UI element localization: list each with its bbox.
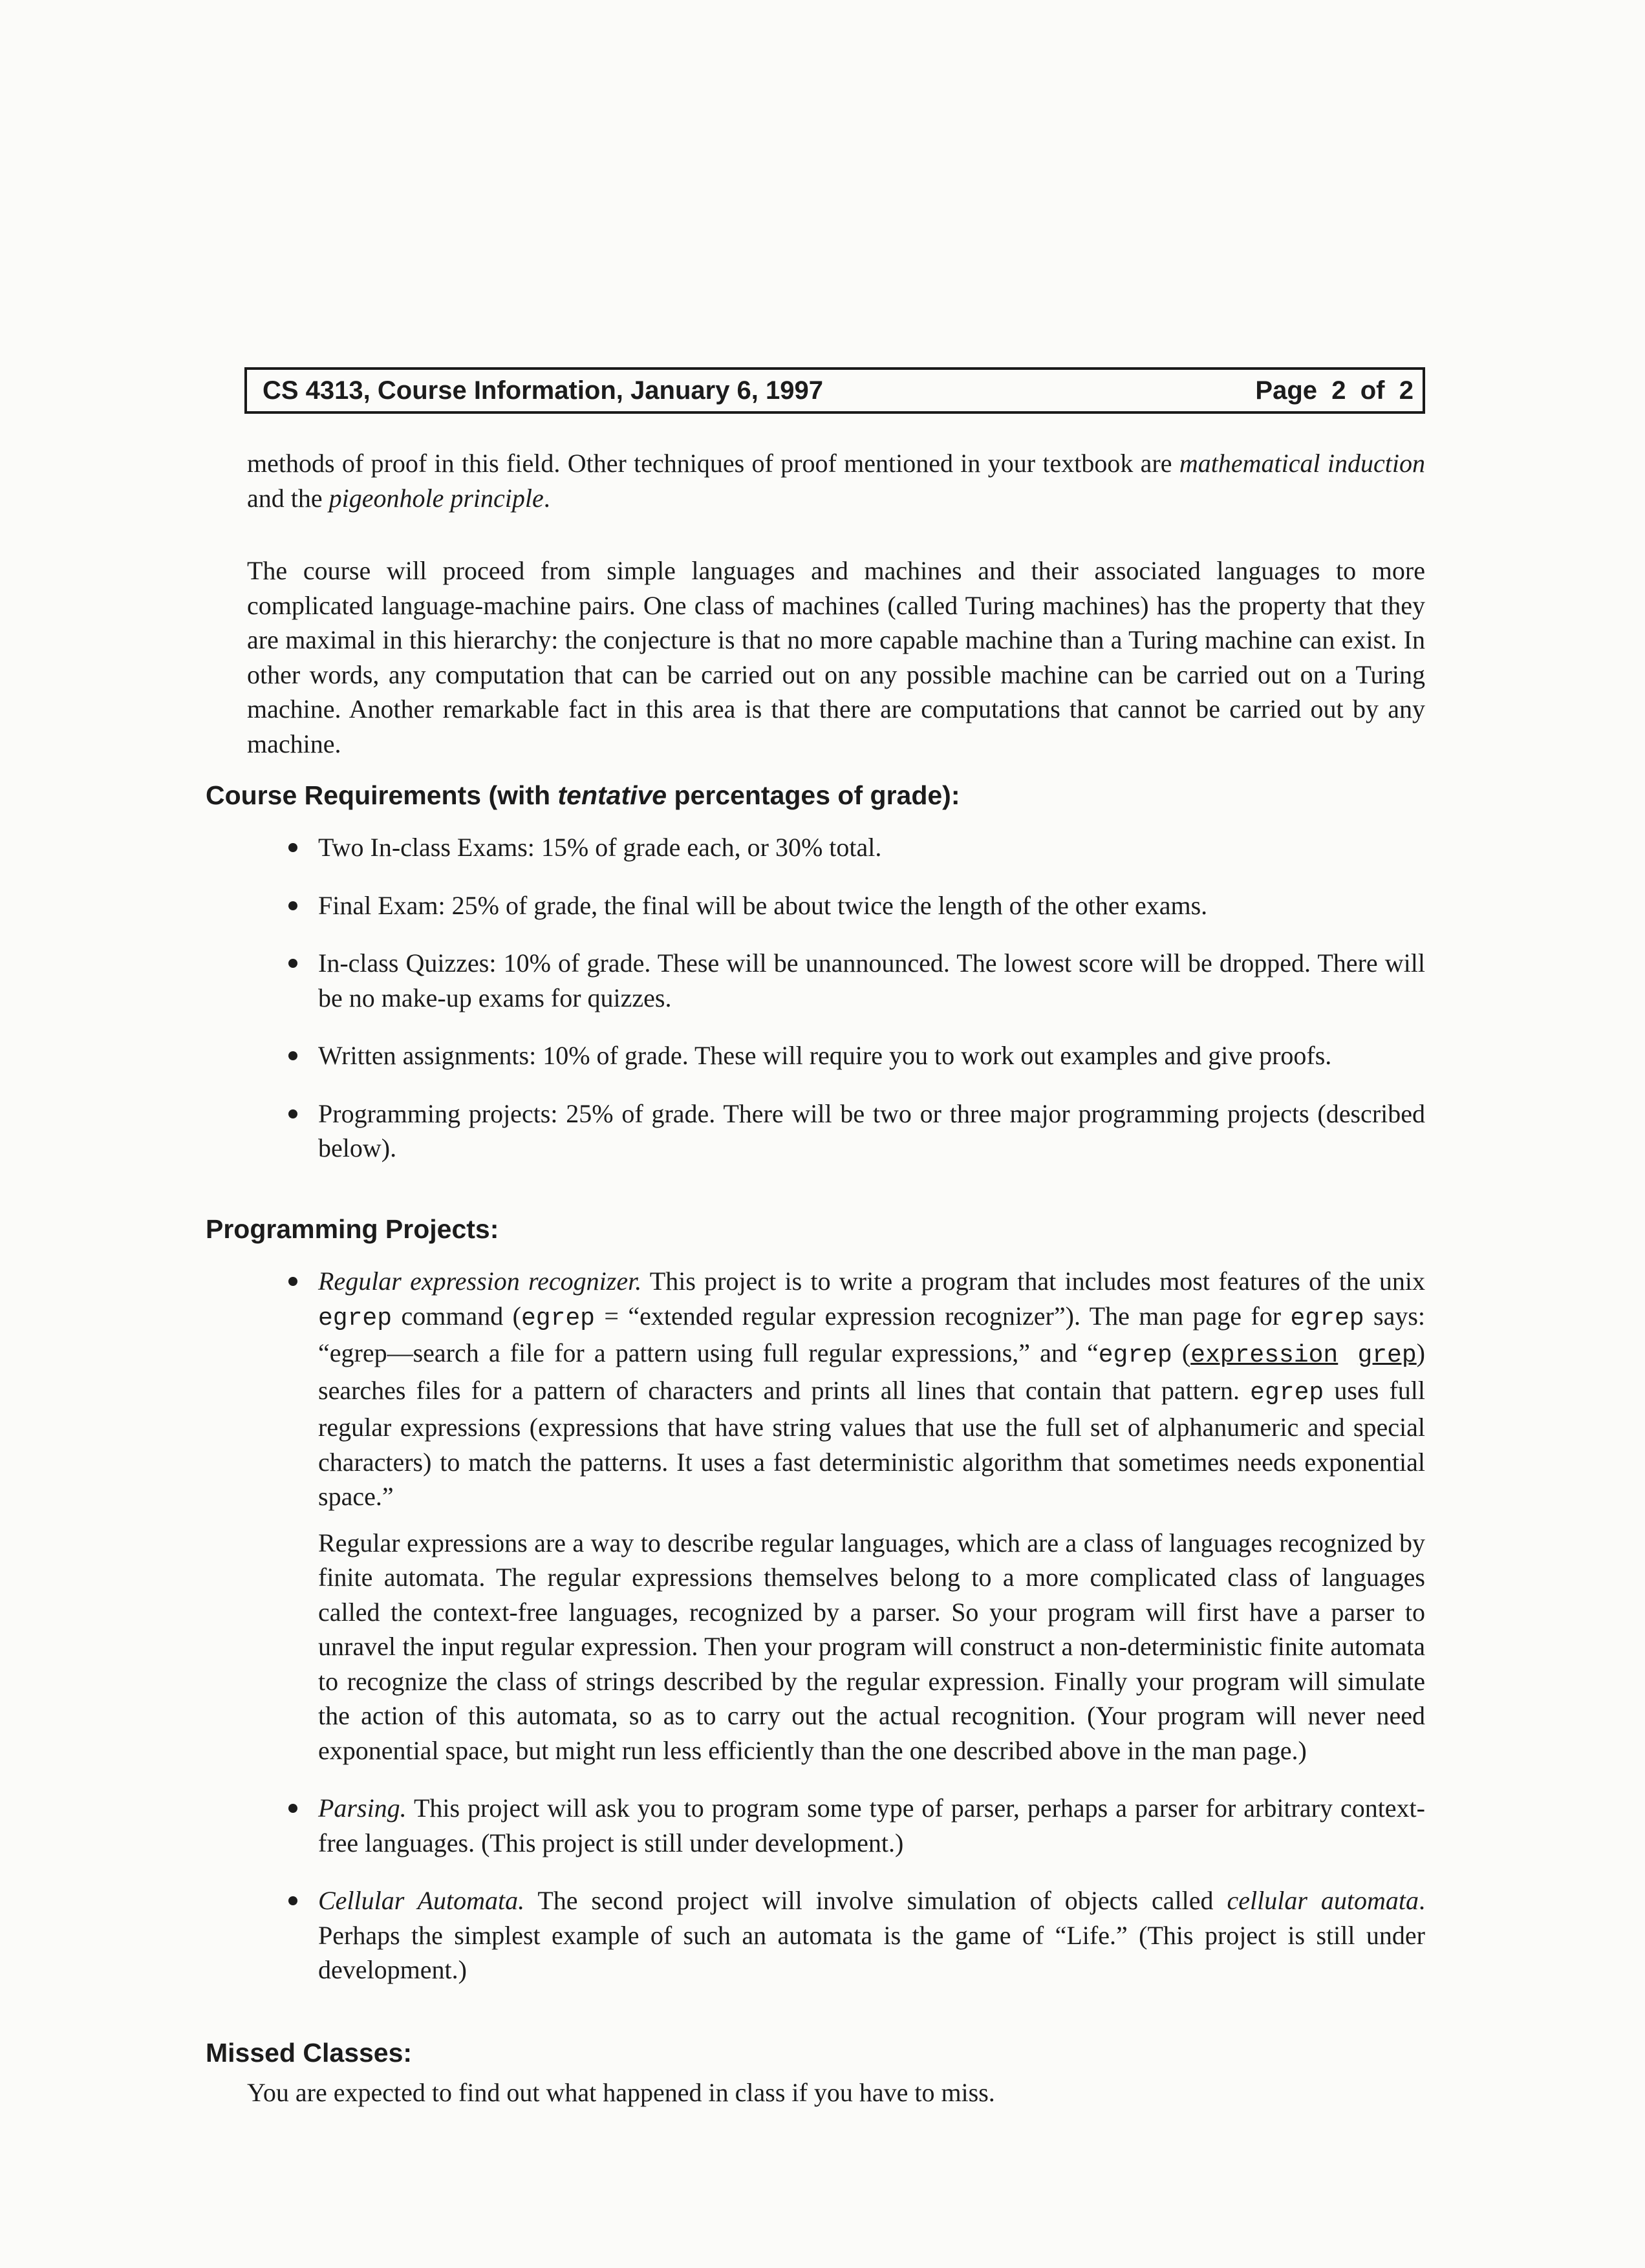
bullet-icon [288, 901, 297, 910]
list-item: In-class Quizzes: 10% of grade. These will be unannounced. The lowest score will be dropped. There will be no make-up exams for quizzes. [286, 946, 1425, 1015]
bullet-icon [288, 1804, 297, 1813]
requirements-list [286, 830, 1425, 1166]
section-heading-projects: Programming Projects: [206, 1214, 499, 1244]
list-item-cellular-project: Cellular Automata. The second project will involve simulation of objects called cellular automata. Perhaps the simplest example of such an automata is the game of “Life.” (This project is still under development.) [286, 1883, 1425, 1987]
page-total: 2 [1399, 376, 1414, 405]
intro-paragraph-1: methods of proof in this field. Other techniques of proof mentioned in your textbook are mathematical induction and the pigeonhole principle. [247, 449, 1426, 513]
bullet-icon [288, 843, 297, 852]
bullet-icon [288, 1051, 297, 1060]
header-title: CS 4313, Course Information, January 6, 1997 [263, 376, 824, 405]
list-item-regex-project: Regular expression recognizer. This project is to write a program that includes most features of the unix egrep command (egrep = “extended regular expression recognizer”). The man page for egrep says: “egrep—search a file for a pattern using full regular expressions,” and “egrep (expression grep) searches files for a pattern of characters and prints all lines that contain that pattern. egrep uses full regular expressions (expressions that have string values that use the full set of alphanumeric and special characters) to match the patterns. It uses a fast deterministic algorithm that sometimes needs exponential space.” Regular expressions are a way to describe regular languages, which are a class of languages recognized by finite automata. The regular expressions themselves belong to a more complicated class of languages called the context-free languages, recognized by a parser. So your program will first have a parser to unravel the input regular expression. Then your program will construct a non-deterministic finite automata to recognize the class of strings described by the regular expression. Finally your program will simulate the action of this automata, so as to carry out the actual recognition. (Your program will never need exponential space, but might run less efficiently than the one described above in the man page.) [286, 1264, 1425, 1768]
list-item: Written assignments: 10% of grade. These will require you to work out examples and give proofs. [286, 1038, 1425, 1073]
list-item: Two In-class Exams: 15% of grade each, or 30% total. [286, 830, 1425, 865]
bullet-icon [288, 1277, 297, 1286]
bullet-icon [288, 959, 297, 968]
bullet-icon [288, 1109, 297, 1118]
section-heading-missed: Missed Classes: [206, 2038, 413, 2068]
section-heading-requirements: Course Requirements (with tentative percentages of grade): [206, 780, 960, 810]
list-item: Final Exam: 25% of grade, the final will be about twice the length of the other exams. [286, 888, 1425, 923]
list-item: Programming projects: 25% of grade. There will be two or three major programming projects (described below). [286, 1097, 1425, 1166]
missed-text: You are expected to find out what happened in class if you have to miss. [247, 2078, 995, 2107]
page-indicator: Page 2 of 2 [1255, 376, 1414, 405]
page-header [244, 367, 1425, 414]
projects-list [286, 1264, 1425, 1987]
list-item-parsing-project: Parsing. This project will ask you to program some type of parser, perhaps a parser for arbitrary context-free languages. (This project is still under development.) [286, 1791, 1425, 1860]
page-current: 2 [1331, 376, 1346, 405]
bullet-icon [288, 1896, 297, 1905]
intro-paragraph-2: The course will proceed from simple languages and machines and their associated languages to more complicated language-machine pairs. One class of machines (called Turing machines) has the property that they are maximal in this hierarchy: the conjecture is that no more capable machine than a Turing machine can exist. In other words, any computation that can be carried out on any possible machine can be carried out on a Turing machine. Another remarkable fact in this area is that there are computations that cannot be carried out by any machine. [247, 556, 1425, 758]
